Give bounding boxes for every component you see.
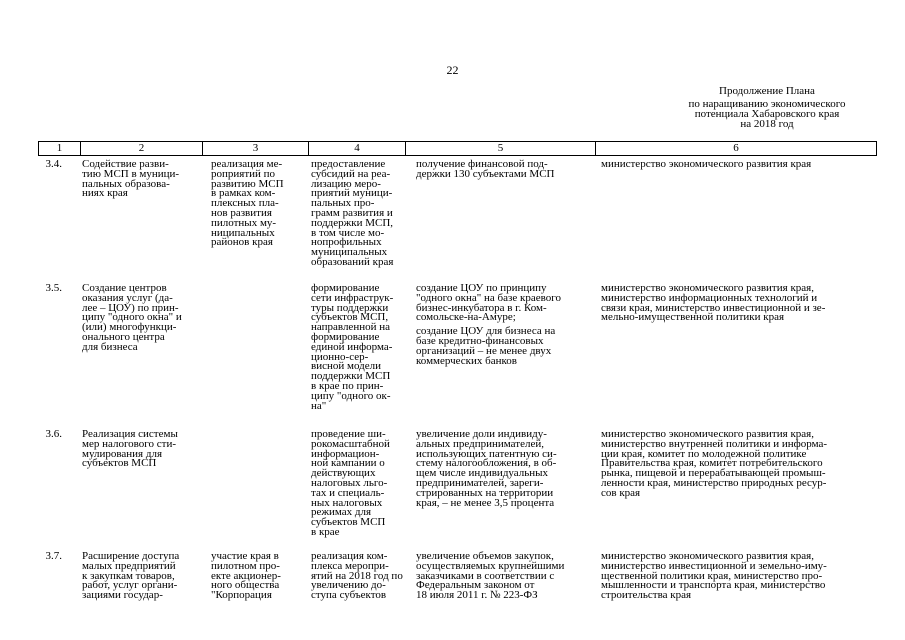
cell-line: реализация ме-	[211, 158, 283, 170]
cell-col-2	[82, 430, 206, 469]
cell-line: пальных образова-	[82, 177, 170, 190]
cell-line: субъектов МСП	[82, 457, 157, 470]
cell-line: ступа субъектов	[311, 589, 387, 602]
cell-line: тию МСП в муници-	[82, 167, 180, 180]
cell-line: заказчиками в соответствии с	[416, 569, 555, 582]
cell-line: министерство информационных технологий и	[601, 291, 818, 304]
cell-line: министерство экономического развития края,	[601, 550, 814, 562]
cell-line: формирование	[311, 330, 380, 343]
cell-line: мышленности и транспорта края, министерство	[601, 579, 826, 592]
cell-line: единой информа-	[311, 340, 393, 353]
cell-line: нопрофильных	[311, 236, 382, 249]
cell-line: нов развития	[211, 206, 272, 219]
cell-line: края, – не менее 3,5 процента	[416, 496, 555, 509]
cell-line: увеличению до-	[311, 579, 386, 592]
subtitle-line: по наращиванию экономического	[688, 98, 846, 110]
cell-line: ции края, комитет по молодежной политике	[601, 447, 807, 460]
cell-line: работ, услуг органи-	[82, 579, 178, 592]
cell-col-5	[416, 430, 596, 512]
cell-line: предпринимателей, зареги-	[416, 476, 544, 489]
cell-line: субсидий на реа-	[311, 167, 391, 180]
cell-line: грамм развития и	[311, 206, 393, 219]
cell-line: увеличение объемов закупок,	[416, 550, 554, 562]
cell-line: субъектов МСП,	[311, 311, 389, 324]
cell-line: альных предпринимателей,	[416, 437, 544, 450]
cell-line: ционно-сер-	[311, 350, 369, 363]
cell-line: тах и специаль-	[311, 486, 385, 499]
cell-line: ных налоговых	[311, 496, 383, 509]
cell-line: предоставление	[311, 158, 386, 170]
cell-line: в крае	[311, 525, 340, 538]
cell-line: в рамках ком-	[211, 187, 276, 200]
cell-line: Содействие разви-	[82, 158, 169, 170]
cell-line: субъектов МСП	[311, 516, 386, 529]
cell-col-5	[416, 160, 596, 184]
cell-line: ного общества	[211, 579, 280, 592]
cell-col-4	[311, 552, 409, 601]
cell-line: приятий муници-	[311, 187, 393, 200]
cell-line: использующих патентную си-	[416, 447, 557, 460]
cell-line: сов края	[601, 486, 641, 499]
cell-paragraph	[416, 327, 596, 366]
cell-col-5	[416, 552, 596, 605]
cell-line: щем числе индивидуальных	[416, 467, 549, 480]
cell-line: сети инфраструк-	[311, 291, 394, 304]
cell-line: Федеральным законом от	[416, 579, 535, 592]
cell-col-4	[311, 160, 409, 268]
cell-line: в крае по прин-	[311, 379, 384, 392]
cell-line: стему налогообложения, в об-	[416, 457, 557, 470]
cell-line: для бизнеса	[82, 340, 138, 353]
cell-col-3	[211, 552, 311, 601]
cell-line: базе кредитно-финансовых	[416, 334, 544, 347]
cell-line: министерство инвестиционной и земельно-иму-	[601, 559, 827, 572]
cell-line: связи края, министерство инвестиционной и зе-	[601, 301, 826, 314]
cell-line: "Корпорация	[211, 589, 272, 602]
header-col-1: 1	[39, 142, 81, 155]
cell-line: мельно-имущественной политики края	[601, 311, 785, 324]
cell-line: министерство экономического развития края,	[601, 282, 814, 294]
cell-line: министерство экономического развития края,	[601, 428, 814, 440]
cell-line: развитию МСП	[211, 177, 284, 190]
cell-line: онального центра	[82, 330, 165, 343]
cell-line: Создание центров	[82, 282, 167, 294]
cell-line: екте акционер-	[211, 569, 281, 582]
row-number: 3.4.	[45, 158, 62, 170]
cell-col-4	[311, 284, 409, 411]
cell-line: "одного окна" на базе краевого	[416, 291, 561, 304]
cell-line: пилотном про-	[211, 559, 280, 572]
page-number: 22	[446, 63, 459, 77]
cell-line: держки 130 субъектами МСП	[416, 167, 555, 180]
cell-line: поддержки МСП,	[311, 216, 394, 229]
cell-line: ниципальных	[211, 226, 275, 239]
cell-paragraph	[416, 160, 596, 180]
cell-line: мер налогового сти-	[82, 437, 177, 450]
cell-line: ципу "одного окна" и	[82, 311, 182, 324]
cell-line: создание ЦОУ по принципу	[416, 282, 547, 294]
row-number: 3.5.	[45, 282, 62, 294]
cell-line: рынка, пищевой и перерабатывающей промыш-	[601, 467, 826, 480]
cell-line: осуществляемых крупнейшими	[416, 559, 565, 572]
cell-line: участие края в	[211, 550, 279, 562]
continuation-subtitle	[652, 99, 882, 129]
cell-line: строительства края	[601, 589, 692, 602]
cell-line: бизнес-инкубатора в г. Ком-	[416, 301, 547, 314]
cell-line: ленности края, министерство природных ресур-	[601, 476, 827, 489]
header-col-2: 2	[81, 142, 203, 155]
cell-line: плексных пла-	[211, 197, 279, 210]
cell-line: районов края	[211, 236, 273, 249]
cell-line: ной кампании о	[311, 457, 385, 470]
cell-line: пилотных му-	[211, 216, 277, 229]
cell-paragraph	[416, 284, 596, 323]
cell-line: плекса меропри-	[311, 559, 389, 572]
cell-line: режимах для	[311, 506, 372, 519]
cell-line: стрированных на территории	[416, 486, 554, 499]
cell-line: ятий на 2018 год по	[311, 569, 403, 582]
cell-line: налоговых льго-	[311, 476, 388, 489]
cell-line: пальных про-	[311, 197, 375, 210]
subtitle-line: потенциала Хабаровского края	[694, 108, 840, 120]
cell-line: получение финансовой под-	[416, 158, 548, 170]
continuation-title: Продолжение Плана	[719, 85, 815, 97]
cell-line: на"	[311, 399, 327, 412]
cell-line: ниях края	[82, 187, 128, 200]
cell-line: Правительства края, комитет потребительского	[601, 457, 823, 470]
cell-col-4	[311, 430, 409, 538]
cell-line: в том числе мо-	[311, 226, 385, 239]
cell-line: рокомасштабной	[311, 437, 390, 450]
cell-col-2	[82, 552, 206, 601]
cell-col-2	[82, 284, 206, 353]
cell-line: увеличение доли индивиду-	[416, 428, 547, 440]
cell-line: формирование	[311, 282, 380, 294]
cell-col-2	[82, 160, 206, 199]
cell-line: действующих	[311, 467, 376, 480]
cell-line: проведение ши-	[311, 428, 386, 440]
cell-line: ципу "одного ок-	[311, 389, 391, 402]
cell-line: муниципальных	[311, 246, 388, 259]
cell-line: мулирования для	[82, 447, 163, 460]
header-col-3: 3	[203, 142, 309, 155]
table-header-row	[38, 141, 877, 156]
cell-line: лее – ЦОУ) по прин-	[82, 301, 179, 314]
header-col-4: 4	[309, 142, 406, 155]
cell-line: реализация ком-	[311, 550, 388, 562]
row-number: 3.6.	[45, 428, 62, 440]
cell-line: висной модели	[311, 360, 381, 373]
cell-col-6	[601, 552, 877, 601]
row-number: 3.7.	[45, 550, 62, 562]
cell-line: министерство внутренней политики и информа-	[601, 437, 828, 450]
cell-line: создание ЦОУ для бизнеса на	[416, 325, 556, 338]
cell-line: министерство экономического развития края	[601, 158, 812, 170]
cell-line: оказания услуг (да-	[82, 291, 173, 304]
cell-line: к закупкам товаров,	[82, 569, 175, 582]
cell-line: зациями государ-	[82, 589, 163, 602]
header-col-6: 6	[733, 142, 739, 154]
cell-line: коммерческих банков	[416, 354, 518, 367]
header-col-5: 5	[406, 142, 596, 155]
cell-line: щественной политики края, министерство про-	[601, 569, 823, 582]
cell-paragraph	[416, 430, 596, 508]
cell-line: организаций – не менее двух	[416, 344, 552, 357]
cell-line: лизацию меро-	[311, 177, 381, 190]
cell-col-6	[601, 284, 877, 323]
cell-col-3	[211, 160, 311, 248]
cell-paragraph	[416, 552, 596, 601]
cell-line: Реализация системы	[82, 428, 178, 440]
cell-col-5	[416, 284, 596, 370]
cell-line: 18 июля 2011 г. № 223-ФЗ	[416, 589, 538, 602]
cell-line: Расширение доступа	[82, 550, 180, 562]
cell-line: направленной на	[311, 321, 390, 334]
cell-line: (или) многофункци-	[82, 321, 177, 334]
cell-line: туры поддержки	[311, 301, 389, 314]
cell-line: роприятий по	[211, 167, 276, 180]
cell-line: поддержки МСП	[311, 370, 391, 383]
subtitle-line: на 2018 год	[740, 118, 794, 130]
cell-col-6	[601, 160, 877, 170]
cell-line: образований края	[311, 255, 394, 268]
cell-line: сомольске-на-Амуре;	[416, 311, 516, 324]
cell-line: малых предприятий	[82, 559, 176, 572]
cell-col-6	[601, 430, 877, 499]
cell-line: информацион-	[311, 447, 380, 460]
